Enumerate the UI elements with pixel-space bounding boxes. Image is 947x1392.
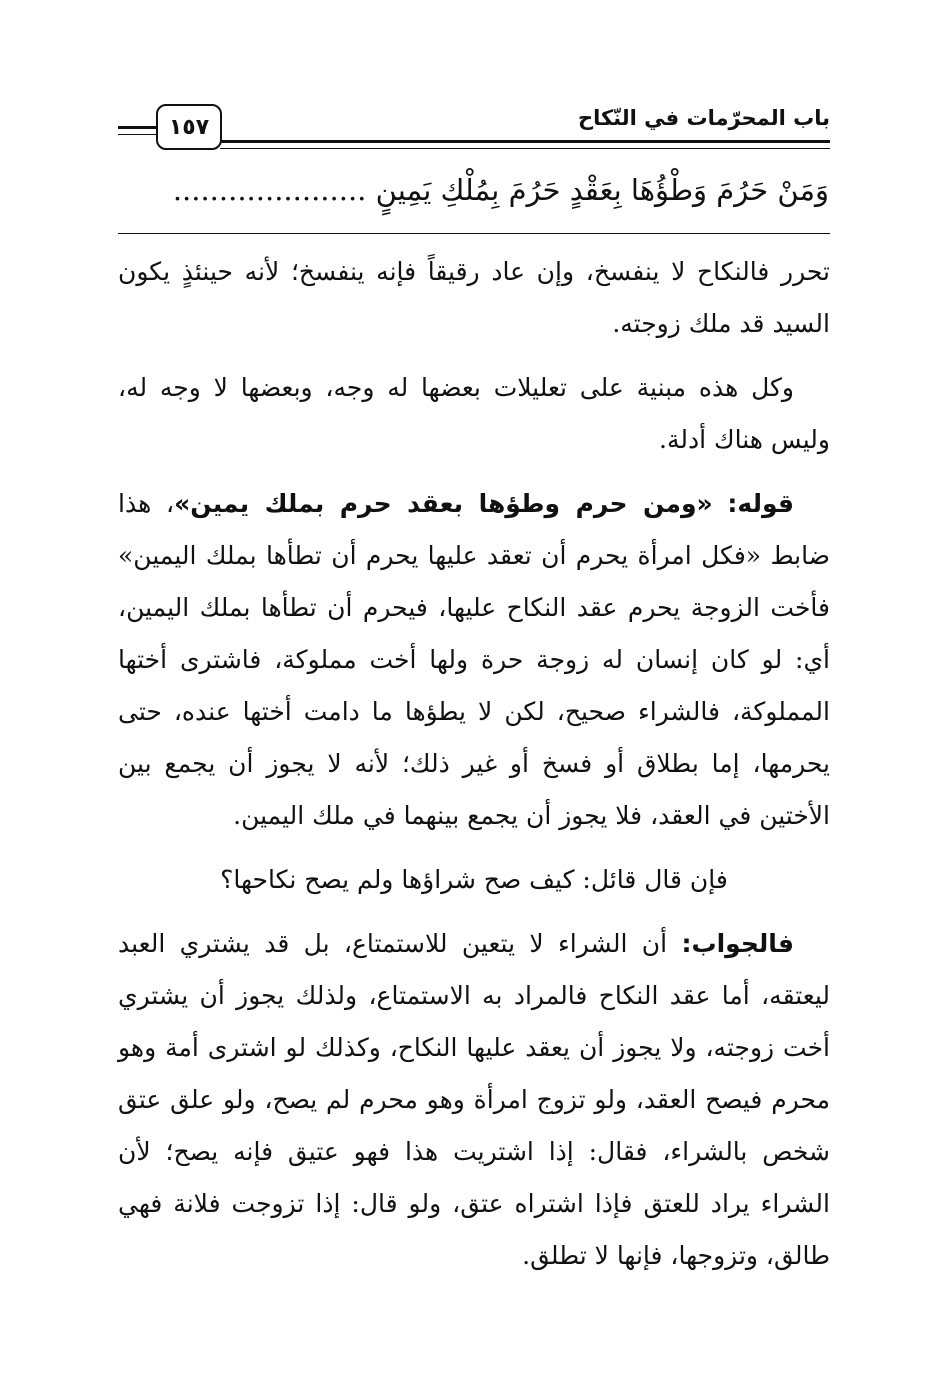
page-header (118, 96, 830, 156)
matn-divider (118, 233, 830, 234)
paragraph-3-rest: ، هذا ضابط «فكل امرأة يحرم أن تعقد عليها يحرم أن تطأها بملك اليمين» فأخت الزوجة يحرم عقد النكاح عليها، فيحرم أن تطأها بملك اليمين، أي: لو كان إنسان له زوجة حرة ولها أخت مملوكة، فاشترى أختها المملوكة، فالشراء صحيح، لكن لا يطؤها ما دامت أختها عنده، حتى يحرمها، إما بطلاق أو فسخ أو غير ذلك؛ لأنه لا يجوز أن يجمع بين الأختين في العقد، فلا يجوز أن يجمع بينهما في ملك اليمين. (118, 489, 830, 830)
paragraph-1: تحرر فالنكاح لا ينفسخ، وإن عاد رقيقاً فإنه ينفسخ؛ لأنه حينئذٍ يكون السيد قد ملك زوجته. (118, 257, 830, 338)
header-rule-right-thin (220, 148, 830, 149)
paragraph-5 (118, 918, 830, 1282)
paragraph-5-rest: أن الشراء لا يتعين للاستمتاع، بل قد يشتري العبد ليعتقه، أما عقد النكاح فالمراد به الاستمتاع، ولذلك يجوز أن يشتري أخت زوجته، ولا يجوز أن يعقد عليها النكاح، وكذلك لو اشترى أمة وهو محرم فيصح العقد، ولو تزوج امرأة وهو محرم لم يصح، ولو علق عتق شخص بالشراء، فقال: إذا اشتريت هذا فهو عتيق فإنه يصح؛ لأن الشراء يراد للعتق فإذا اشتراه عتق، ولو قال: إذا تزوجت فلانة فهي طالق، وتزوجها، فإنها لا تطلق. (118, 929, 830, 1270)
paragraph-5-lead: فالجواب: (681, 929, 794, 958)
header-rule-left-thin (118, 134, 156, 135)
header-rule-right (220, 140, 830, 143)
chapter-title: باب المحرّمات في النّكاح (577, 106, 830, 130)
paragraph-2: وكل هذه مبنية على تعليلات بعضها له وجه، وبعضها لا وجه له، وليس هناك أدلة. (118, 373, 830, 454)
commentary-body (118, 246, 830, 1294)
paragraph-3-quote: «ومن حرم وطؤها بعقد حرم بملك يمين» (174, 489, 713, 518)
matn-line: وَمَنْ حَرُمَ وَطْؤُهَا بِعَقْدٍ حَرُمَ بِمُلْكِ يَمِينٍ ..................... (172, 173, 829, 207)
paragraph-3 (118, 478, 830, 842)
header-rule-left (118, 126, 156, 129)
paragraph-3-lead: قوله: (727, 489, 794, 518)
page-number: ١٥٧ (156, 104, 222, 150)
paragraph-4: فإن قال قائل: كيف صح شراؤها ولم يصح نكاحها؟ (220, 865, 728, 894)
